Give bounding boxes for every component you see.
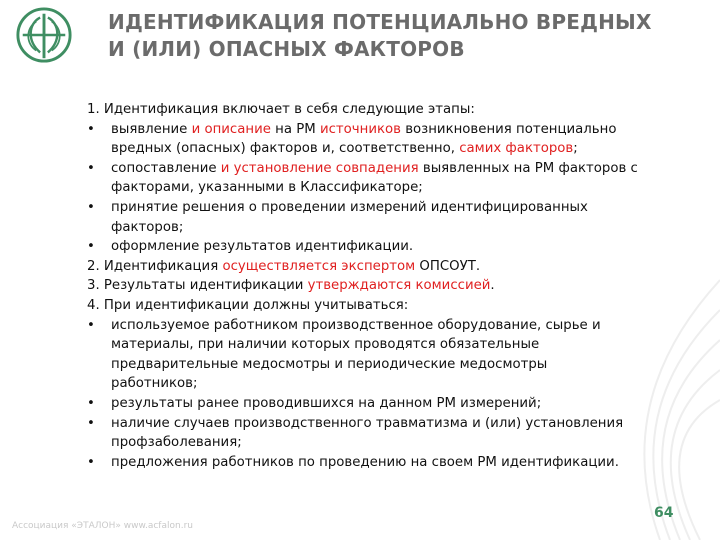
bullet-4-line-1: оформление результатов идентификации. <box>111 239 414 255</box>
bullet-icon: • <box>87 454 95 470</box>
title-line-2: И (ИЛИ) ОПАСНЫХ ФАКТОРОВ <box>108 37 465 61</box>
leaf-emblem-icon <box>15 6 73 64</box>
bullet-5-line-1: используемое работником производственное оборудование, сырье и <box>111 317 601 333</box>
bullet-1-line-2: вредных (опасных) факторов и, соответственно, самих факторов; <box>111 141 578 157</box>
bullet-5-line-3: предварительные медосмотры и периодические медосмотры <box>111 356 548 372</box>
list-item <box>87 120 697 159</box>
bullet-icon: • <box>87 199 95 215</box>
bullet-icon: • <box>87 317 95 333</box>
bullet-icon: • <box>87 239 95 255</box>
bullet-6-line-1: результаты ранее проводившихся на данном РМ измерений; <box>111 395 542 411</box>
list-item <box>87 453 697 473</box>
page-title <box>108 9 708 63</box>
title-line-1: ИДЕНТИФИКАЦИЯ ПОТЕНЦИАЛЬНО ВРЕДНЫХ <box>108 10 652 34</box>
paragraph-2: 2. Идентификация осуществляется экспертом ОПСОУТ. <box>87 258 481 274</box>
list-item <box>87 394 697 414</box>
bullet-5-line-2: материалы, при наличии которых проводятся обязательные <box>111 337 540 353</box>
bullet-5-line-4: работников; <box>111 376 198 392</box>
list-item <box>87 414 697 453</box>
slide-body <box>87 100 697 472</box>
paragraph-1: 1. Идентификация включает в себя следующие этапы: <box>87 102 475 117</box>
bullet-icon: • <box>87 160 95 176</box>
list-item <box>87 237 697 257</box>
bullet-icon: • <box>87 395 95 411</box>
bullet-2-line-1: сопоставление и установление совпадения выявленных на РМ факторов с <box>111 160 638 176</box>
bullet-8-line-1: предложения работников по проведению на своем РМ идентификации. <box>111 454 619 470</box>
page-number: 64 <box>654 505 674 521</box>
paragraph-4: 4. При идентификации должны учитываться: <box>87 297 409 313</box>
list-item <box>87 198 697 237</box>
bullet-2-line-2: факторами, указанными в Классификаторе; <box>111 180 423 196</box>
bullet-3-line-1: принятие решения о проведении измерений идентифицированных <box>111 199 588 215</box>
bullet-icon: • <box>87 121 95 137</box>
bullet-7-line-1: наличие случаев производственного травматизма и (или) установления <box>111 415 624 431</box>
list-item <box>87 316 697 394</box>
bullet-1-line-1: выявление и описание на РМ источников возникновения потенциально <box>111 121 617 137</box>
bullet-7-line-2: профзаболевания; <box>111 435 242 451</box>
bullet-3-line-2: факторов; <box>111 219 184 235</box>
list-item <box>87 159 697 198</box>
footer-text: Ассоциация «ЭТАЛОН» www.acfalon.ru <box>12 521 193 531</box>
paragraph-3: 3. Результаты идентификации утверждаются комиссией. <box>87 278 495 294</box>
bullet-icon: • <box>87 415 95 431</box>
